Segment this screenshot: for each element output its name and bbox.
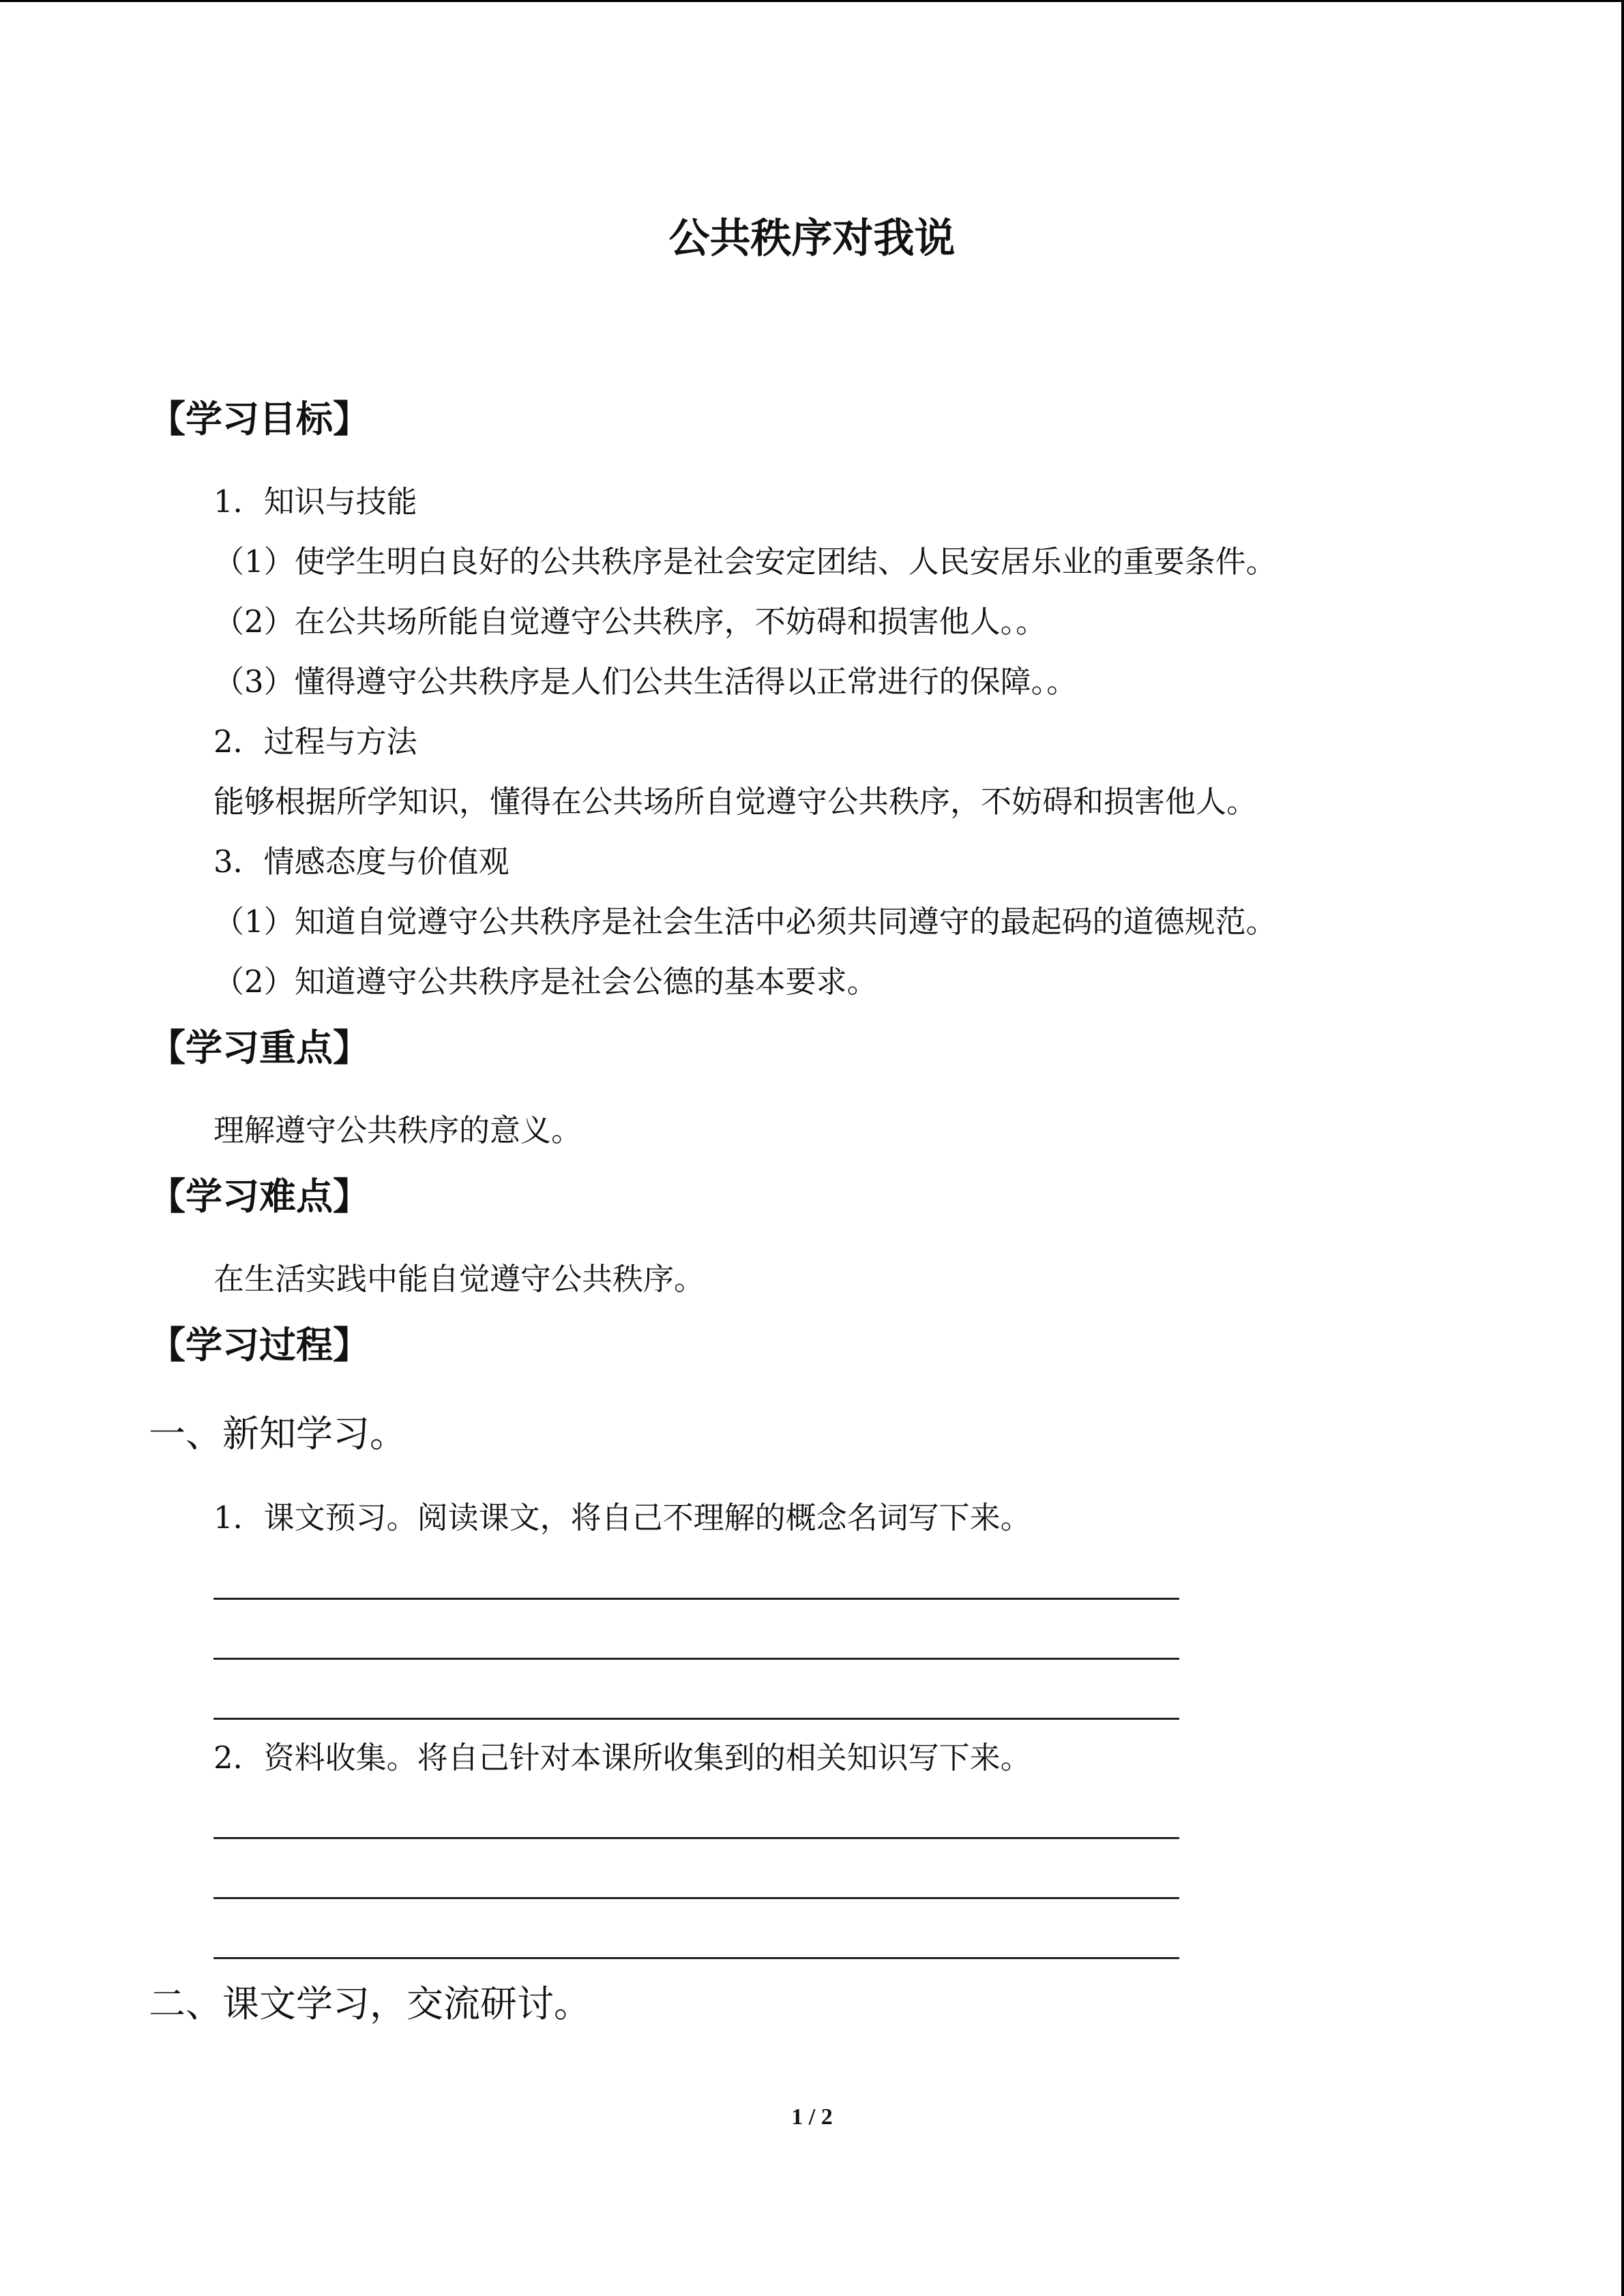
heading-goals: 【学习目标】 (149, 398, 370, 441)
page-number: 1 / 2 (791, 2104, 833, 2130)
goal-line: （3）懂得遵守公共秩序是人们公共生活得以正常进行的保障。。 (213, 664, 1078, 700)
goal-line: 能够根据所学知识，懂得在公共场所自觉遵守公共秩序，不妨碍和损害他人。 (213, 784, 1258, 820)
goal-line: 2．过程与方法 (213, 724, 417, 760)
answer-line[interactable] (213, 1837, 1179, 1839)
answer-line[interactable] (213, 1718, 1179, 1720)
key-points-text: 理解遵守公共秩序的意义。 (213, 1112, 582, 1148)
page-title: 公共秩序对我说 (668, 215, 956, 263)
top-border (0, 0, 1624, 2)
answer-line[interactable] (213, 1598, 1179, 1600)
answer-line[interactable] (213, 1897, 1179, 1899)
part1-title: 一、新知学习。 (149, 1412, 407, 1455)
goal-line: （2）知道遵守公共秩序是社会公德的基本要求。 (213, 964, 878, 1000)
goal-line: （1）知道自觉遵守公共秩序是社会生活中必须共同遵守的最起码的道德规范。 (213, 904, 1277, 940)
heading-process: 【学习过程】 (149, 1324, 370, 1367)
task2-prompt: 2．资料收集。将自己针对本课所收集到的相关知识写下来。 (213, 1740, 1031, 1776)
answer-line[interactable] (213, 1658, 1179, 1660)
goal-line: （1）使学生明白良好的公共秩序是社会安定团结、人民安居乐业的重要条件。 (213, 543, 1277, 580)
goal-line: （2）在公共场所能自觉遵守公共秩序，不妨碍和损害他人。。 (213, 603, 1047, 640)
task1-prompt: 1．课文预习。阅读课文，将自己不理解的概念名词写下来。 (213, 1500, 1031, 1536)
goal-line: 1．知识与技能 (213, 483, 417, 520)
part2-title: 二、课文学习，交流研讨。 (149, 1982, 591, 2025)
difficulties-text: 在生活实践中能自觉遵守公共秩序。 (213, 1261, 705, 1297)
goal-line: 3．情感态度与价值观 (213, 844, 510, 880)
heading-key-points: 【学习重点】 (149, 1026, 370, 1069)
right-border (1621, 0, 1624, 2296)
heading-difficulties: 【学习难点】 (149, 1175, 370, 1218)
answer-line[interactable] (213, 1957, 1179, 1959)
